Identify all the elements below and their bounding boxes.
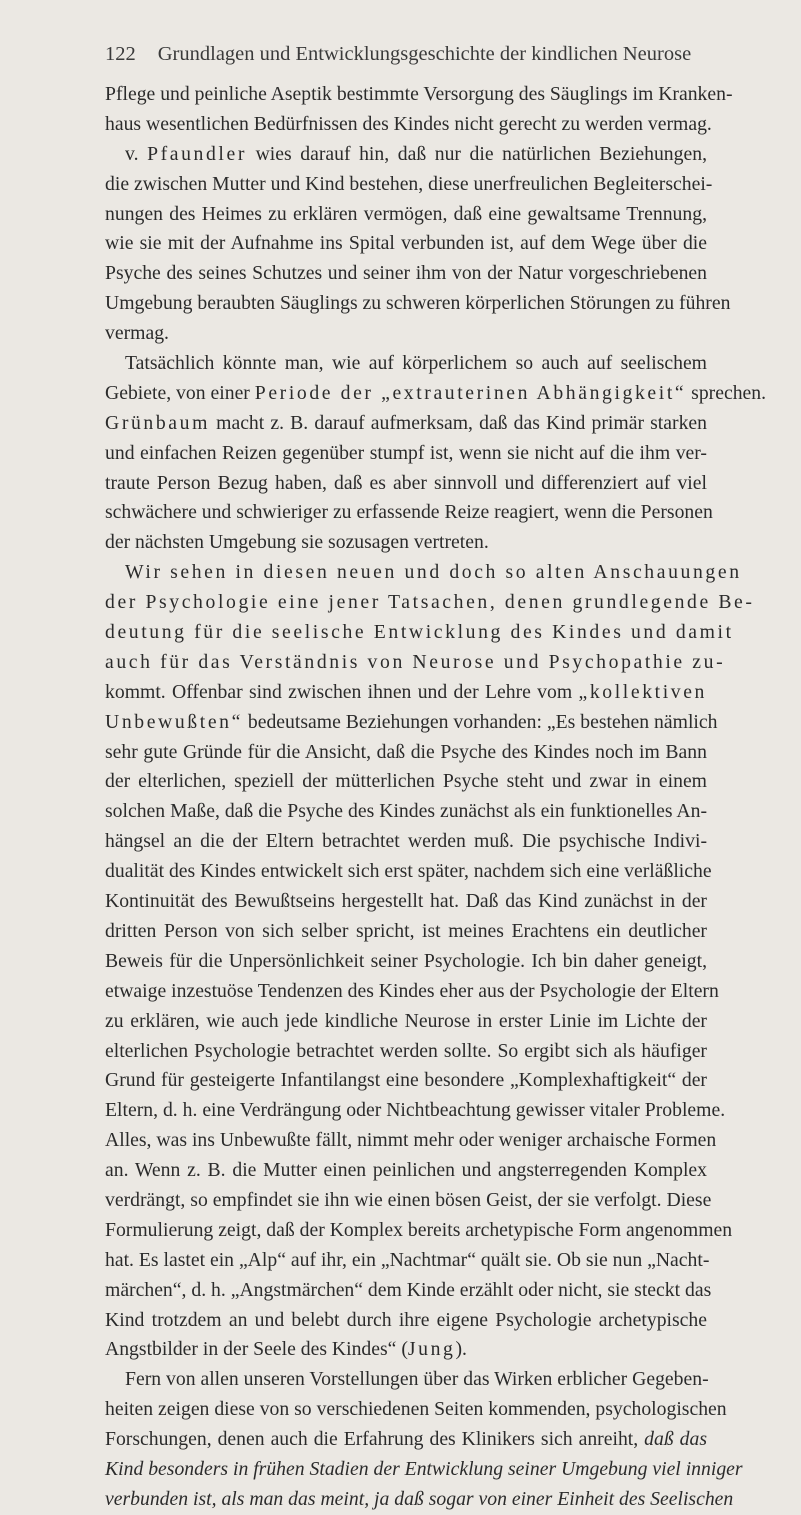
text-line: Tatsächlich könnte man, wie auf körperlichem so auch auf seelischem: [125, 352, 707, 375]
text-line: v. Pfaundler wies darauf hin, daß nur die natürlichen Beziehungen,: [125, 142, 707, 165]
text-line: nungen des Heimes zu erklären vermögen, daß eine gewaltsame Trennung,: [105, 202, 707, 225]
text-line: Angstbilder in der Seele des Kindes“ (Jung).: [105, 1338, 467, 1361]
text-line: Kind trotzdem an und belebt durch ihre eigene Psychologie archetypische: [105, 1308, 707, 1331]
text-line: Pflege und peinliche Aseptik bestimmte Versorgung des Säuglings im Kranken-: [105, 83, 733, 105]
text-line: Forschungen, denen auch die Erfahrung des Klinikers sich anreiht, daß das: [105, 1428, 708, 1451]
text-line: Beweis für die Unpersönlichkeit seiner Psychologie. Ich bin daher geneigt,: [105, 949, 707, 972]
text-line: haus wesentlichen Bedürfnissen des Kindes nicht gerecht zu werden vermag.: [105, 112, 712, 135]
text-line: verbunden ist, als man das meint, ja daß sogar von einer Einheit des Seelischen: [105, 1487, 734, 1510]
text-line: hat. Es lastet ein „Alp“ auf ihr, ein „Nachtmar“ quält sie. Ob sie nun „Nacht-: [105, 1248, 710, 1271]
text-line: sehr gute Gründe für die Ansicht, daß die Psyche des Kindes noch im Bann: [105, 740, 707, 763]
text-line: verdrängt, so empfindet sie ihn wie einen bösen Geist, der sie verfolgt. Diese: [105, 1188, 712, 1211]
text-line: heiten zeigen diese von so verschiedenen Seiten kommenden, psychologischen: [105, 1398, 727, 1421]
text-line: schwächere und schwieriger zu erfassende Reize reagiert, wenn die Personen: [105, 501, 713, 524]
text-line: dualität des Kindes entwickelt sich erst später, nachdem sich eine verläßliche: [105, 860, 712, 883]
text-line: Gebiete, von einer Periode der „extrauterinen Abhängigkeit“ sprechen.: [105, 381, 767, 404]
text-line: der Psychologie eine jener Tatsachen, denen grundlegende Be-: [105, 591, 755, 614]
text-line: dritten Person von sich selber spricht, ist meines Erachtens ein deutlicher: [105, 919, 707, 942]
text-line: hängsel an die der Eltern betrachtet werden muß. Die psychische Indivi-: [105, 830, 707, 853]
body-text: [105, 80, 767, 1515]
text-line: Grund für gesteigerte Infantilangst eine besondere „Komplexhaftigkeit“ der: [105, 1069, 707, 1092]
text-line: auch für das Verständnis von Neurose und Psychopathie zu-: [105, 650, 726, 673]
text-line: Alles, was ins Unbewußte fällt, nimmt mehr oder weniger archaische Formen: [105, 1129, 717, 1152]
text-line: solchen Maße, daß die Psyche des Kindes zunächst als ein funktionelles An-: [105, 800, 707, 823]
text-line: Wir sehen in diesen neuen und doch so alten Anschauungen: [125, 561, 742, 584]
text-line: zu erklären, wie auch jede kindliche Neurose in erster Linie im Lichte der: [105, 1009, 707, 1032]
text-line: Eltern, d. h. eine Verdrängung oder Nichtbeachtung gewisser vitaler Probleme.: [105, 1099, 726, 1122]
text-line: deutung für die seelische Entwicklung des Kindes und damit: [105, 621, 734, 644]
text-line: und einfachen Reizen gegenüber stumpf ist, wenn sie nicht auf die ihm ver-: [105, 441, 707, 464]
text-line: Unbewußten“ bedeutsame Beziehungen vorhanden: „Es bestehen nämlich: [105, 710, 718, 733]
text-line: traute Person Bezug haben, daß es aber sinnvoll und differenziert auf viel: [105, 471, 707, 494]
text-line: der elterlichen, speziell der mütterlichen Psyche steht und zwar in einem: [105, 770, 707, 793]
text-line: kommt. Offenbar sind zwischen ihnen und der Lehre vom „kollektiven: [105, 680, 707, 703]
text-line: Grünbaum macht z. B. darauf aufmerksam, daß das Kind primär starken: [105, 411, 707, 434]
text-line: Formulierung zeigt, daß der Komplex bereits archetypische Form angenommen: [105, 1218, 733, 1241]
text-line: elterlichen Psychologie betrachtet werden sollte. So ergibt sich als häufiger: [105, 1039, 707, 1062]
text-line: Kind besonders in frühen Stadien der Entwicklung seiner Umgebung viel inniger: [105, 1457, 743, 1480]
text-line: Fern von allen unseren Vorstellungen über das Wirken erblicher Gegeben-: [125, 1368, 709, 1391]
text-line: Kontinuität des Bewußtseins hergestellt hat. Daß das Kind zunächst in der: [105, 890, 707, 913]
page-number: 122: [105, 43, 136, 65]
text-line: an. Wenn z. B. die Mutter einen peinlichen und angsterregenden Komplex: [105, 1159, 707, 1182]
text-line: vermag.: [105, 322, 169, 345]
running-head-title: Grundlagen und Entwicklungsgeschichte der kindlichen Neurose: [157, 43, 692, 65]
text-line: Psyche des seines Schutzes und seiner ihm von der Natur vorgeschriebenen: [105, 262, 707, 285]
text-line: der nächsten Umgebung sie sozusagen vertreten.: [105, 531, 489, 554]
text-line: wie sie mit der Aufnahme ins Spital verbunden ist, auf dem Wege über die: [105, 232, 707, 255]
text-line: die zwischen Mutter und Kind bestehen, diese unerfreulichen Begleiterschei-: [105, 172, 713, 195]
text-line: Umgebung beraubten Säuglings zu schweren körperlichen Störungen zu führen: [105, 292, 731, 315]
text-line: märchen“, d. h. „Angstmärchen“ dem Kinde erzählt oder nicht, sie steckt das: [105, 1278, 712, 1301]
running-head: [105, 43, 705, 66]
text-line: etwaige inzestuöse Tendenzen des Kindes eher aus der Psychologie der Eltern: [105, 979, 719, 1002]
